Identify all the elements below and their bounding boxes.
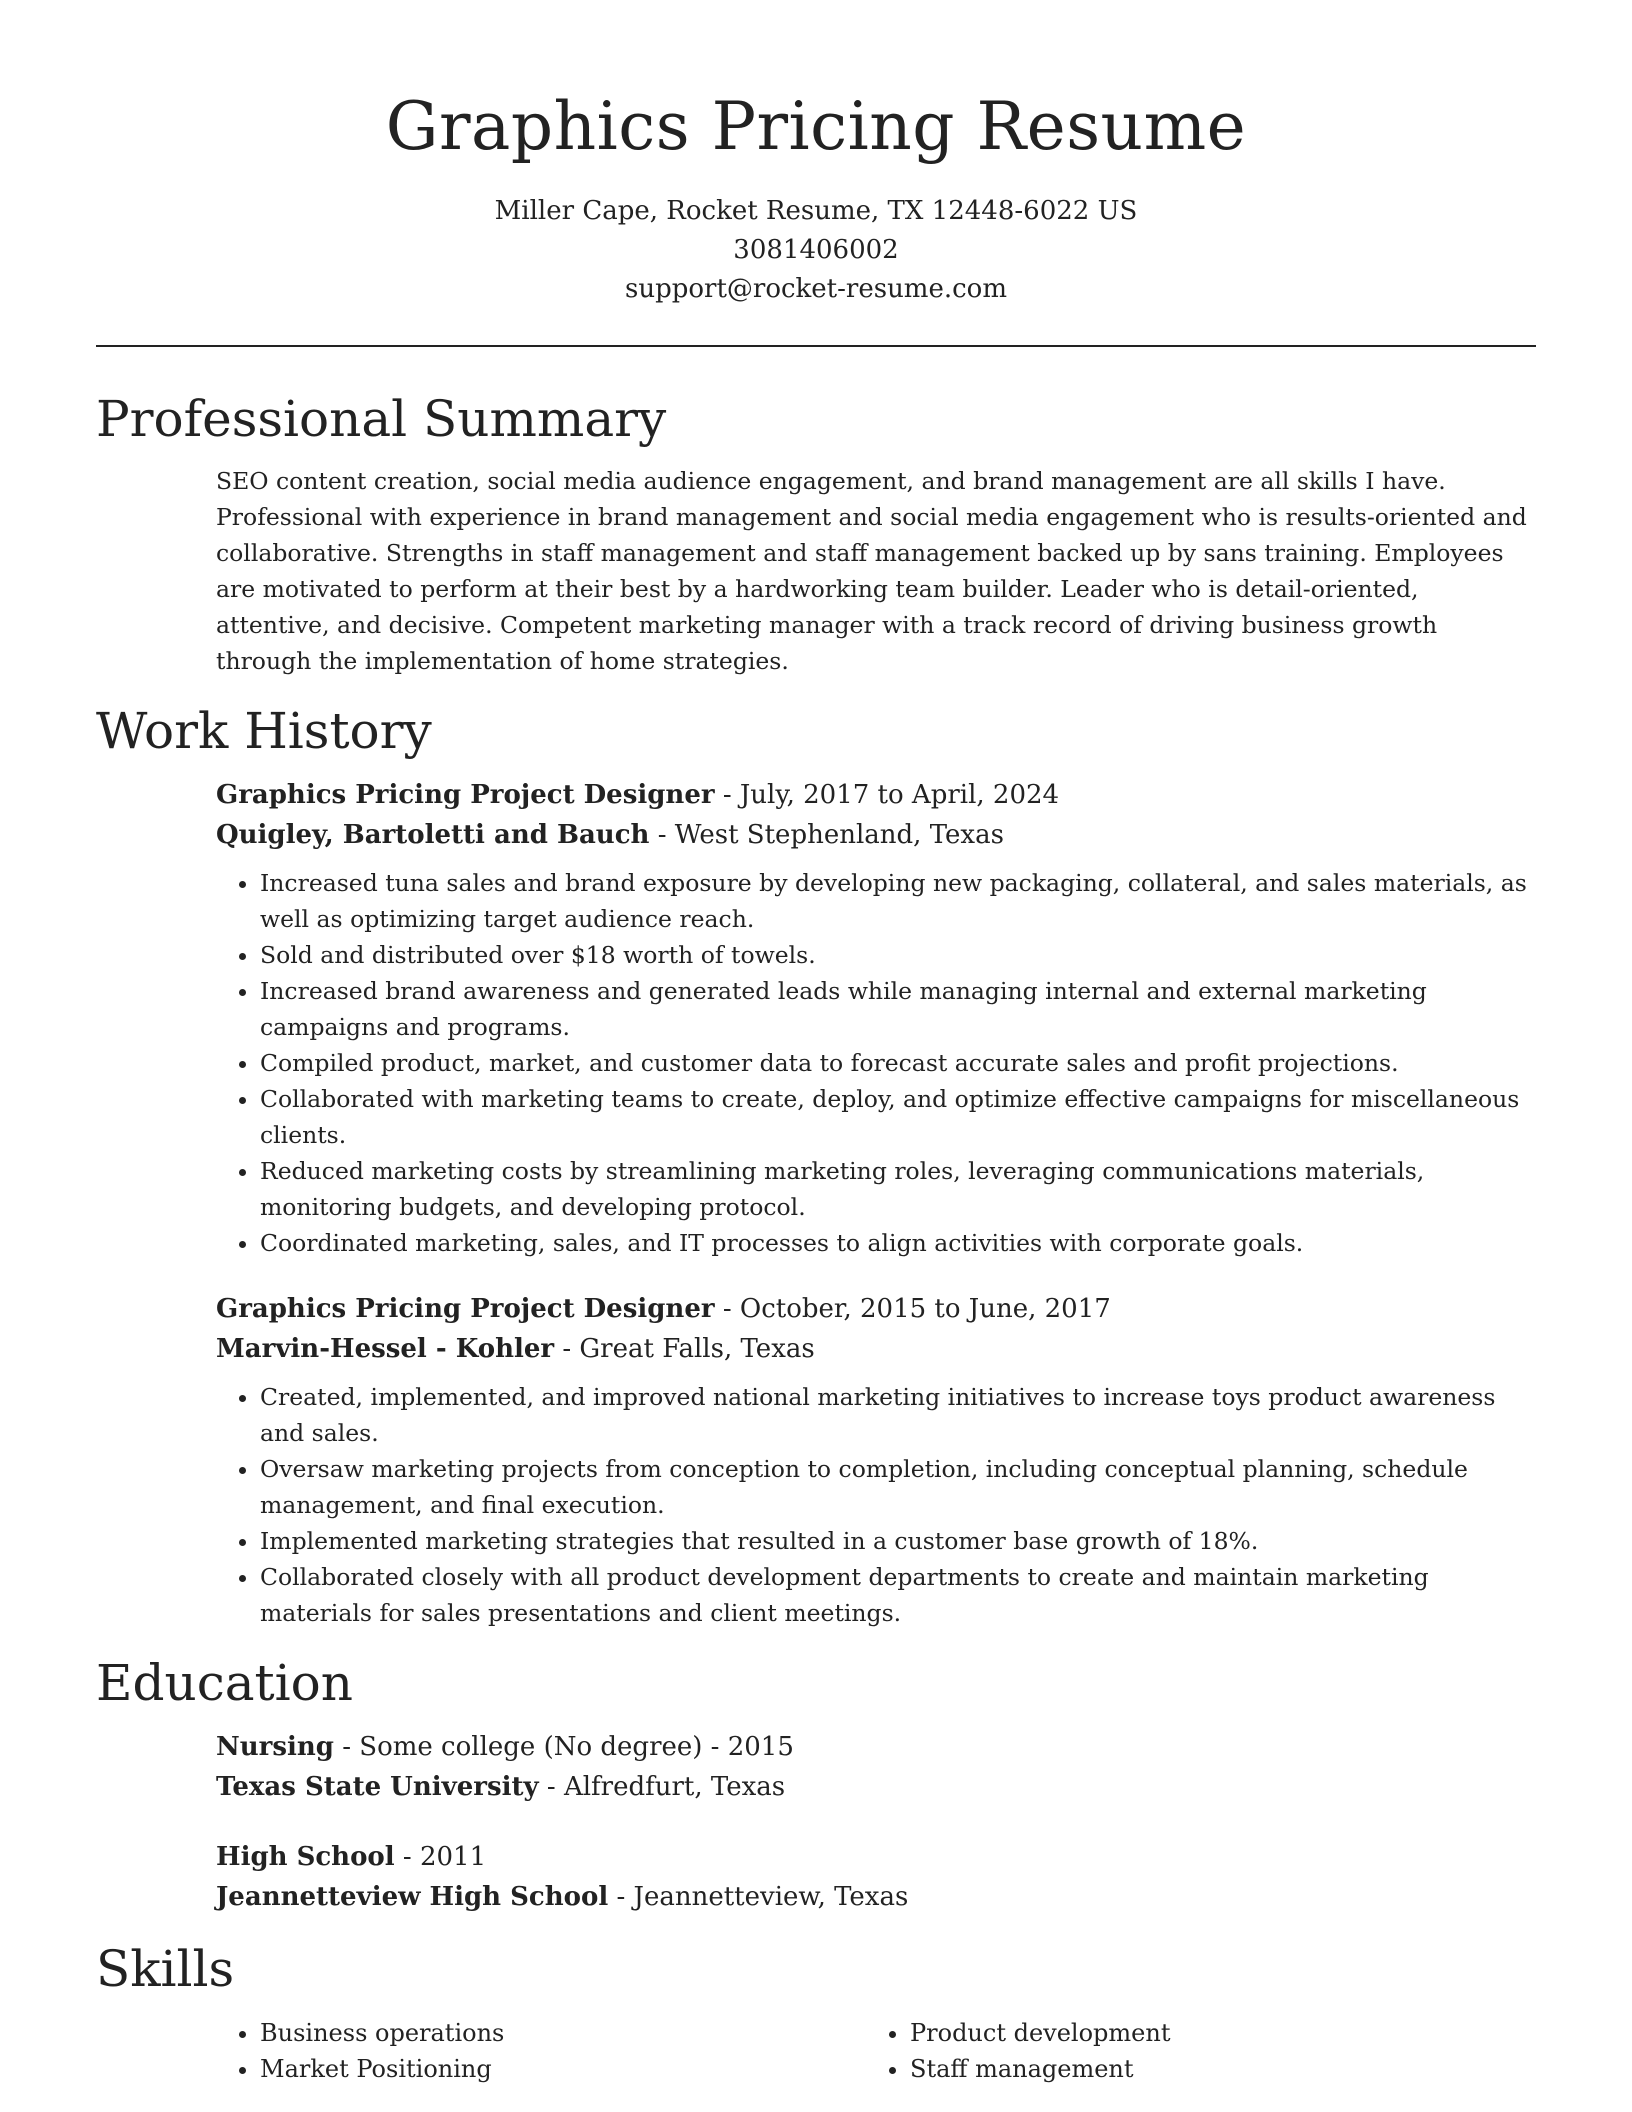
skills-heading: Skills (96, 1940, 235, 1998)
work-history-heading: Work History (96, 702, 432, 760)
education-school: Jeannetteview High School (216, 1882, 609, 1912)
job-company: Marvin-Hessel - Kohler (216, 1334, 555, 1364)
list-item: • Compiled product, market, and customer data to forecast accurate sales and profit projections. (260, 1045, 1536, 1081)
list-item: • Created, implemented, and improved national marketing initiatives to increase toys product awareness and sales. (260, 1379, 1536, 1451)
job-dates: - October, 2015 to June, 2017 (714, 1294, 1111, 1324)
job-title-line (216, 1289, 1536, 1329)
list-item: • Market Positioning (260, 2051, 866, 2087)
job-dates: - July, 2017 to April, 2024 (714, 780, 1060, 810)
education-entry (216, 1837, 1536, 1917)
job-title: Graphics Pricing Project Designer (216, 1294, 715, 1324)
education-detail: - Some college (No degree) - 2015 (333, 1732, 794, 1762)
job-duties-list (216, 865, 1536, 1261)
job-entry (216, 1289, 1536, 1631)
contact-info (96, 192, 1536, 309)
list-item: • Implemented marketing strategies that resulted in a customer base growth of 18%. (260, 1523, 1536, 1559)
education-school: Texas State University (216, 1772, 539, 1802)
list-item: • Oversaw marketing projects from conception to completion, including conceptual planning, schedule management, and final execution. (260, 1451, 1536, 1523)
resume-header (96, 0, 1536, 309)
header-divider (96, 345, 1536, 347)
summary-section (96, 387, 1536, 679)
education-location: - Jeannetteview, Texas (608, 1882, 909, 1912)
skills-section (96, 1937, 1536, 2087)
list-item: • Increased brand awareness and generated leads while managing internal and external marketing campaigns and programs. (260, 973, 1536, 1045)
education-degree-line (216, 1727, 1536, 1767)
education-heading: Education (96, 1654, 353, 1712)
skills-column-right (866, 2015, 1516, 2087)
list-item: • Collaborated with marketing teams to create, deploy, and optimize effective campaigns for miscellaneous clients. (260, 1081, 1536, 1153)
job-title: Graphics Pricing Project Designer (216, 780, 715, 810)
education-location: - Alfredfurt, Texas (538, 1772, 786, 1802)
job-location: - West Stephenland, Texas (649, 820, 1004, 850)
list-item: • Coordinated marketing, sales, and IT processes to align activities with corporate goals. (260, 1225, 1536, 1261)
list-item: • Business operations (260, 2015, 866, 2051)
skills-list (866, 2015, 1516, 2087)
contact-address: Miller Cape, Rocket Resume, TX 12448-6022 US (494, 196, 1138, 226)
summary-heading: Professional Summary (96, 390, 667, 448)
skills-list (216, 2015, 866, 2087)
resume-page (96, 0, 1536, 2087)
education-school-line (216, 1767, 1536, 1807)
job-company-line (216, 1329, 1536, 1369)
job-duties-list (216, 1379, 1536, 1631)
work-history-section (96, 699, 1536, 1631)
list-item: • Increased tuna sales and brand exposure by developing new packaging, collateral, and sales materials, as well as optimizing target audience reach. (260, 865, 1536, 937)
education-entry (216, 1727, 1536, 1807)
list-item: • Reduced marketing costs by streamlining marketing roles, leveraging communications materials, monitoring budgets, and developing protocol. (260, 1153, 1536, 1225)
education-section (96, 1651, 1536, 1917)
education-degree: Nursing (216, 1732, 334, 1762)
education-degree-line (216, 1837, 1536, 1877)
list-item: • Sold and distributed over $18 worth of towels. (260, 937, 1536, 973)
education-detail: - 2011 (394, 1842, 487, 1872)
contact-email: support@rocket-resume.com (624, 274, 1007, 304)
education-degree: High School (216, 1842, 395, 1872)
list-item: • Product development (910, 2015, 1516, 2051)
job-entry (216, 775, 1536, 1261)
job-title-line (216, 775, 1536, 815)
contact-phone: 3081406002 (733, 235, 899, 265)
job-company-line (216, 815, 1536, 855)
education-school-line (216, 1877, 1536, 1917)
resume-name: Graphics Pricing Resume (385, 88, 1247, 165)
summary-text: SEO content creation, social media audience engagement, and brand management are all skills I have. Professional with experience in brand management and social media engagement who is results-oriented and collaborative. Strengths in staff management and staff management backed up by sans training. Employees are motivated to perform at their best by a hardworking team builder. Leader who is detail-oriented, attentive, and decisive. Competent marketing manager with a track record of driving business growth through the implementation of home strategies. (216, 467, 1527, 675)
list-item: • Staff management (910, 2051, 1516, 2087)
job-location: - Great Falls, Texas (554, 1334, 815, 1364)
job-company: Quigley, Bartoletti and Bauch (216, 820, 650, 850)
skills-column-left (216, 2015, 866, 2087)
list-item: • Collaborated closely with all product development departments to create and maintain marketing materials for sales presentations and client meetings. (260, 1559, 1536, 1631)
skills-grid (216, 2015, 1536, 2087)
